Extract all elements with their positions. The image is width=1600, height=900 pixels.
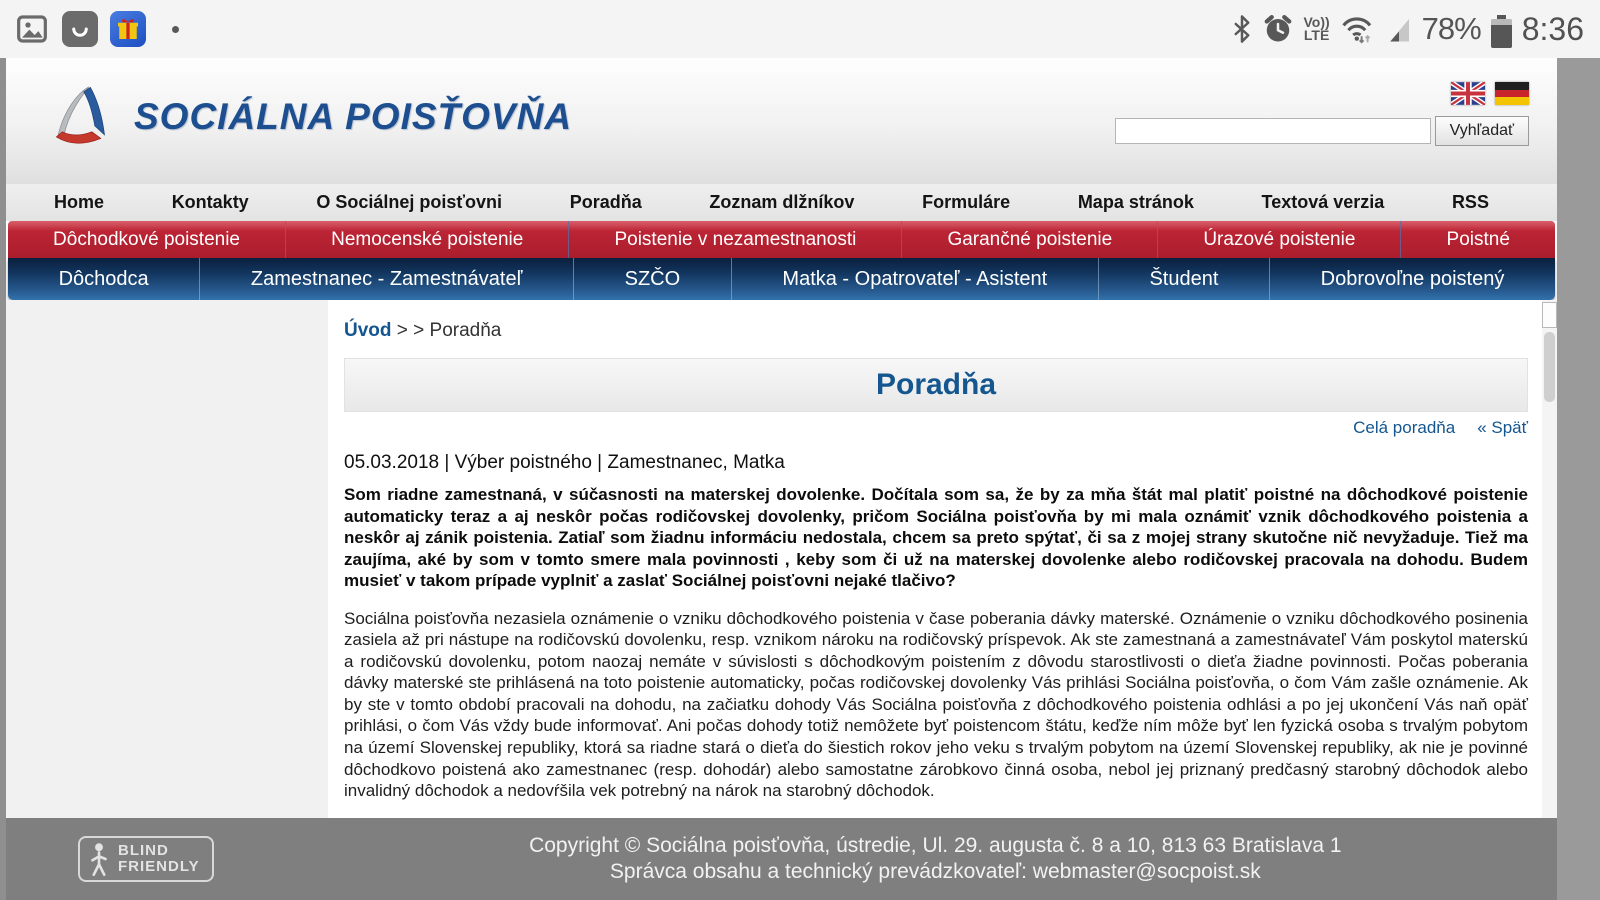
- content-area: [6, 300, 1557, 818]
- blind-person-icon: [88, 842, 110, 876]
- flag-de-icon[interactable]: [1495, 82, 1529, 105]
- answer-paragraph: Sociálna poisťovňa nezasiela oznámenie o vzniku dôchodkového poistenia v čase poberania dávky materské. Oznámenie o vzniku dôchodkového posinenia zasiela až pri nástupe na rodičovskú dovolenku, resp. vznikom nároku na rodičovský príspevok. Ak ste zamestnaná a zamestnávateľ Vám poskytol materskú a rodičovskú dovolenku, potom naozaj nemáte v súvislosti s dôchodkovým poistením z dôvodu starostlivosti o dieťa žiadne povinnosti. Počas poberania dávky materské ste prihlásená na toto poistenie automaticky, počas rodičovskej dovolenky Vás prihlási Sociálna poisťovňa, o čom Vám zašle oznámenie. Ak by ste v tomto období pracovali na dohodu, na začiatku dohody Vás Sociálna poisťovňa z dôchodkového poistenia odhlási a po jej ukončení Vás naň opäť prihlási, o čom Vás vždy bude informovať. Ani počas dohody totiž nemôžete byť poistencom štátu, keďže ním môže byť len fyzická osoba s trvalým pobytom na území Slovenskej republiky, ktorá sa riadne stará o dieťa do šiestich rokov jeho veku s trvalým pobytom na území Slovenskej republiky, ak nie je povinné dôchodkovo poistená ako zamestnanec (resp. dohodár) alebo samostatne zárobkovo činná osoba, nebol jej priznaný predčasný starobný dôchodok alebo invalidný dôchodok a nedovŕšila vek potrebný na nárok na starobný dôchodok.: [344, 608, 1528, 801]
- language-switcher: [1451, 82, 1529, 105]
- breadcrumb-home-link[interactable]: Úvod: [344, 320, 392, 341]
- logo-triangle-icon: [46, 80, 120, 154]
- footer-admin-line: Správca obsahu a technický prevádzkovateľ: webmaster@socpoist.sk: [609, 860, 1261, 883]
- red-nav-dochodkove[interactable]: Dôchodkové poistenie: [53, 228, 241, 250]
- alarm-icon: [1263, 14, 1293, 44]
- status-indicators: [1231, 11, 1600, 48]
- main-navigation: [6, 184, 1557, 221]
- webmaster-email-link[interactable]: webmaster@socpoist.sk: [1032, 860, 1261, 883]
- audience-navigation: [8, 258, 1555, 300]
- wifi-icon: [1340, 13, 1376, 45]
- blue-nav-student[interactable]: Študent: [1098, 258, 1269, 300]
- insurance-navigation: [8, 221, 1555, 258]
- site-header: [6, 58, 1557, 184]
- status-clock: 8:36: [1521, 10, 1584, 47]
- flag-en-icon[interactable]: [1451, 82, 1485, 105]
- blue-nav-szco[interactable]: SZČO: [573, 258, 731, 300]
- search-input[interactable]: [1115, 118, 1431, 144]
- nav-item-mapa-stranok[interactable]: Mapa stránok: [1077, 192, 1194, 212]
- site-footer: [6, 818, 1557, 900]
- page-title: Poradňa: [875, 368, 997, 401]
- article-links: [344, 418, 1528, 438]
- signal-icon: [1386, 14, 1412, 44]
- more-notifications-dot: [172, 26, 179, 33]
- bluetooth-icon: [1231, 14, 1253, 44]
- blue-nav-dochodca[interactable]: Dôchodca: [58, 267, 149, 290]
- battery-percent: 78%: [1421, 11, 1481, 46]
- nav-item-formulare[interactable]: Formuláre: [922, 192, 1011, 212]
- logo-text: SOCIÁLNA POISŤOVŇA: [134, 96, 573, 137]
- title-box: [344, 358, 1528, 412]
- search-bar: [1115, 116, 1529, 146]
- nav-item-poradna[interactable]: Poradňa: [569, 192, 642, 212]
- volte-icon: Vo)) LTE: [1303, 14, 1330, 43]
- red-nav-nezamestnanost[interactable]: Poistenie v nezamestnanosti: [568, 221, 901, 258]
- question-paragraph: Som riadne zamestnaná, v súčasnosti na materskej dovolenke. Dočítala som sa, že by za mňa štát mal platiť poistné na dôchodkové poistenie automaticky teraz a aj neskôr počas rodičovskej dovolenky, pričom Sociálna poisťovňa by mi mala oznámiť vznik dôchodkového poistenia a neskôr aj zánik poistenia. Zatiaľ som žiadnu informáciu nedostala, chcem sa preto spýtať, či sa z mojej strany skutočne nič nevyžaduje. Tiež ma zaujíma, aké by som v tomto smere mala povinnosti , keby som či už na materskej dovolenke alebo rodičovskej pracovala na dohodu. Budem musieť v takom prípade vyplniť a zaslať Sociálnej poisťovni nejaké tlačivo?: [344, 485, 1528, 590]
- red-nav-nemocenske[interactable]: Nemocenské poistenie: [285, 221, 568, 258]
- blue-nav-zamestnanec[interactable]: Zamestnanec - Zamestnávateľ: [199, 258, 573, 300]
- search-button[interactable]: Vyhľadať: [1435, 116, 1529, 146]
- browser-right-gutter: [1557, 58, 1600, 900]
- scrollbar-thumb[interactable]: [1544, 332, 1555, 402]
- breadcrumb: [344, 320, 1528, 342]
- full-advice-link[interactable]: Celá poradňa: [1353, 418, 1456, 437]
- article-meta: 05.03.2018 | Výber poistného | Zamestnanec, Matka: [344, 452, 785, 473]
- blue-nav-matka[interactable]: Matka - Opatrovateľ - Asistent: [731, 258, 1098, 300]
- gallery-icon: [14, 11, 50, 47]
- blue-nav-dobrovolne[interactable]: Dobrovoľne poistený: [1269, 258, 1555, 300]
- scrollbar[interactable]: [1542, 300, 1557, 818]
- red-nav-poistne[interactable]: Poistné: [1400, 221, 1554, 258]
- red-nav-urazove[interactable]: Úrazové poistenie: [1157, 221, 1400, 258]
- blind-friendly-label: BLIND FRIENDLY: [118, 842, 200, 875]
- red-nav-garancne[interactable]: Garančné poistenie: [901, 221, 1157, 258]
- left-sidebar: [6, 300, 328, 818]
- nav-item-home[interactable]: Home: [54, 192, 105, 212]
- site-logo[interactable]: [46, 80, 572, 154]
- nav-item-zoznam-dlznikov[interactable]: Zoznam dlžníkov: [709, 192, 855, 212]
- battery-icon: [1491, 11, 1512, 48]
- gift-icon: [110, 11, 146, 47]
- nav-item-kontakty[interactable]: Kontakty: [171, 192, 249, 212]
- nav-item-rss[interactable]: RSS: [1451, 192, 1489, 212]
- webpage: [6, 58, 1557, 900]
- footer-text: [214, 833, 1557, 885]
- android-status-bar: [0, 0, 1600, 58]
- scrollbar-up-button[interactable]: [1542, 302, 1557, 328]
- footer-copyright: Copyright © Sociálna poisťovňa, ústredie, Ul. 29. augusta č. 8 a 10, 813 63 Bratislava 1: [529, 834, 1342, 857]
- nav-item-o-socialnej-poistovni[interactable]: O Sociálnej poisťovni: [316, 192, 503, 212]
- breadcrumb-current: Poradňa: [429, 320, 502, 341]
- blind-friendly-badge[interactable]: [78, 836, 214, 882]
- back-link[interactable]: « Späť: [1477, 418, 1528, 437]
- notification-icons: [0, 11, 179, 47]
- breadcrumb-separator: > >: [391, 320, 430, 341]
- main-column: [328, 300, 1542, 818]
- shop-bag-icon: [62, 11, 98, 47]
- nav-item-textova-verzia[interactable]: Textová verzia: [1261, 192, 1385, 212]
